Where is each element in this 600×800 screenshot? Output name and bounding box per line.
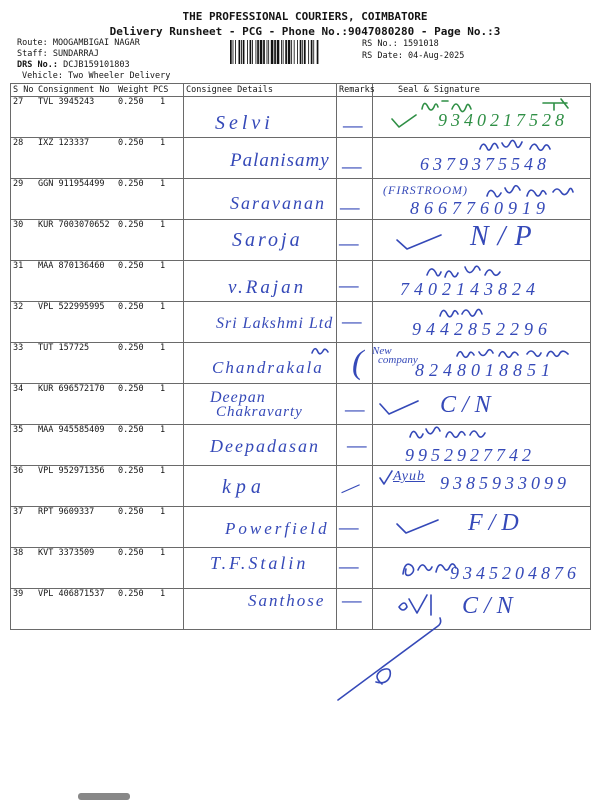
receiver-phone: 9442852296 xyxy=(412,319,552,339)
tamil-signature-scribble xyxy=(408,425,488,441)
pieces: 1 xyxy=(160,343,166,353)
row-number: 38 xyxy=(13,548,24,558)
consignment-number: TVL 3945243 xyxy=(38,97,95,107)
route: Route: MOOGAMBIGAI NAGAR xyxy=(17,38,140,48)
remarks-mark: — xyxy=(345,396,365,421)
row-number: 28 xyxy=(13,138,24,148)
remarks-mark: — xyxy=(339,272,359,297)
barcode-bar xyxy=(300,40,302,64)
weight: 0.250 xyxy=(118,343,144,353)
barcode-bar xyxy=(302,40,303,64)
weight: 0.250 xyxy=(118,97,144,107)
consignment-number: KUR 696572170 xyxy=(38,384,105,394)
remarks-mark: — xyxy=(340,194,360,219)
barcode-bar xyxy=(233,40,234,64)
consignee-name: Saravanan xyxy=(230,193,326,213)
table-row xyxy=(0,97,600,138)
consignment-number: RPT 9609337 xyxy=(38,507,95,517)
consignment-number: VPL 406871537 xyxy=(38,589,105,599)
row-number: 31 xyxy=(13,261,24,271)
barcode-bar xyxy=(281,40,282,64)
row-number: 30 xyxy=(13,220,24,230)
delivery-status: N/P xyxy=(470,221,541,252)
pieces: 1 xyxy=(160,179,166,189)
drs-value: DCJB159101803 xyxy=(63,60,130,70)
weight: 0.250 xyxy=(118,507,144,517)
company-name: THE PROFESSIONAL COURIERS, COIMBATORE xyxy=(182,10,428,23)
weight: 0.250 xyxy=(118,589,144,599)
remarks-mark: — xyxy=(342,308,362,333)
receiver-phone: 9345204876 xyxy=(450,563,580,583)
col-signature: Seal & Signature xyxy=(398,85,480,95)
check-mark-icon xyxy=(395,517,440,535)
remarks-mark: — xyxy=(339,553,359,578)
table-row xyxy=(0,220,600,261)
barcode-bar xyxy=(271,40,274,64)
barcode xyxy=(230,40,352,64)
delivery-note-line1: New xyxy=(372,345,392,357)
barcode-bar xyxy=(313,40,314,64)
receiver-phone: 9952927742 xyxy=(405,445,535,465)
remarks-mark: — xyxy=(342,153,362,178)
barcode-bar xyxy=(241,40,242,64)
barcode-bar xyxy=(285,40,287,64)
weight: 0.250 xyxy=(118,261,144,271)
drs-number xyxy=(17,60,130,70)
weight: 0.250 xyxy=(118,220,144,230)
col-consignment: Consignment No xyxy=(38,85,110,95)
remarks-mark: — xyxy=(347,432,367,457)
pieces: 1 xyxy=(160,97,166,107)
consignee-name: Selvi xyxy=(215,112,274,134)
check-mark-icon xyxy=(378,470,394,486)
barcode-bar xyxy=(297,40,298,64)
consignee-name: T.F.Stalin xyxy=(210,553,309,573)
pieces: 1 xyxy=(160,261,166,271)
barcode-bar xyxy=(250,40,252,64)
barcode-bar xyxy=(317,40,319,64)
row-number: 29 xyxy=(13,179,24,189)
weight: 0.250 xyxy=(118,302,144,312)
pieces: 1 xyxy=(160,220,166,230)
table-row xyxy=(0,507,600,548)
delivery-status: C/N xyxy=(440,392,497,418)
consignee-name: v.Rajan xyxy=(228,277,307,298)
barcode-bar xyxy=(304,40,306,64)
barcode-bar xyxy=(252,40,253,64)
scan-artifact xyxy=(78,793,130,800)
consignee-name: Powerfield xyxy=(225,519,330,538)
remarks-mark: — xyxy=(343,112,363,137)
receiver-phone: 9340217528 xyxy=(438,110,568,130)
barcode-bar xyxy=(256,40,257,64)
drs-label: DRS No.: xyxy=(17,60,58,70)
weight: 0.250 xyxy=(118,179,144,189)
consignee-name: Santhose xyxy=(248,591,326,610)
barcode-bar xyxy=(277,40,280,64)
table-row xyxy=(0,179,600,220)
row-number: 34 xyxy=(13,384,24,394)
col-sno: S No xyxy=(13,85,34,95)
pieces: 1 xyxy=(160,466,166,476)
consignment-number: GGN 911954499 xyxy=(38,179,105,189)
table-row xyxy=(0,589,600,630)
delivery-status: C/N xyxy=(462,593,519,619)
row-number: 35 xyxy=(13,425,24,435)
barcode-bar xyxy=(239,40,241,64)
weight: 0.250 xyxy=(118,425,144,435)
barcode-bar xyxy=(274,40,276,64)
signature-flourish xyxy=(540,97,572,111)
check-mark-icon xyxy=(378,398,420,416)
weight: 0.250 xyxy=(118,384,144,394)
tamil-signature-scribble xyxy=(455,346,577,360)
rs-date: RS Date: 04-Aug-2025 xyxy=(362,51,465,61)
pieces: 1 xyxy=(160,548,166,558)
col-pcs: PCS xyxy=(153,85,169,95)
barcode-bar xyxy=(260,40,263,64)
pieces: 1 xyxy=(160,384,166,394)
check-mark-icon xyxy=(390,113,418,129)
consignee-name: Palanisamy xyxy=(230,150,330,171)
consignment-number: KVT 3373509 xyxy=(38,548,95,558)
col-consignee: Consignee Details xyxy=(186,85,273,95)
rs-number: RS No.: 1591018 xyxy=(362,39,439,49)
remarks-mark: — xyxy=(342,587,362,612)
tamil-signature-scribble xyxy=(310,344,332,356)
delivery-note-line2: company xyxy=(378,354,418,366)
consignee-name: Deepadasan xyxy=(210,436,320,456)
table-row xyxy=(0,384,600,425)
table-row xyxy=(0,343,600,384)
barcode-bar xyxy=(308,40,309,64)
barcode-bar xyxy=(294,40,295,64)
receiver-name: Ayub xyxy=(393,469,425,484)
barcode-bar xyxy=(291,40,292,64)
consignee-name: Saroja xyxy=(232,229,303,251)
pieces: 1 xyxy=(160,589,166,599)
receiver-phone: 9385933099 xyxy=(440,473,570,493)
pieces: 1 xyxy=(160,302,166,312)
receiver-phone: 6379375548 xyxy=(420,154,550,174)
barcode-bar xyxy=(257,40,259,64)
staff: Staff: SUNDARRAJ xyxy=(17,49,99,59)
row-number: 39 xyxy=(13,589,24,599)
row-number: 33 xyxy=(13,343,24,353)
consignment-number: VPL 522995995 xyxy=(38,302,105,312)
closing-strike-mark xyxy=(330,612,445,708)
barcode-bar xyxy=(263,40,265,64)
remarks-mark: — xyxy=(339,230,359,255)
barcode-bar xyxy=(267,40,268,64)
row-number: 37 xyxy=(13,507,24,517)
table-row xyxy=(0,466,600,507)
barcode-bar xyxy=(288,40,291,64)
vehicle: Vehicle: Two Wheeler Delivery xyxy=(22,71,171,81)
weight: 0.250 xyxy=(118,548,144,558)
tamil-signature-scribble xyxy=(478,139,558,153)
consignee-name: Chandrakala xyxy=(212,358,324,377)
consignee-name-line2: Chakravarty xyxy=(216,404,303,420)
consignee-name: Deepan xyxy=(210,389,266,406)
barcode-bar xyxy=(311,40,313,64)
check-mark-icon xyxy=(395,233,443,251)
receiver-phone: 7402143824 xyxy=(400,279,540,299)
pieces: 1 xyxy=(160,138,166,148)
barcode-bar xyxy=(268,40,269,64)
col-remarks: Remarks xyxy=(339,85,375,95)
row-number: 36 xyxy=(13,466,24,476)
runsheet-title: Delivery Runsheet - PCG - Phone No.:9047080280 - Page No.:3 xyxy=(109,25,501,38)
barcode-bar xyxy=(247,40,248,64)
barcode-bar xyxy=(230,40,232,64)
receiver-phone: 8667760919 xyxy=(410,198,550,218)
consignment-number: TUT 157725 xyxy=(38,343,90,353)
table-row xyxy=(0,138,600,179)
pieces: 1 xyxy=(160,507,166,517)
consignee-name: Sri Lakshmi Ltd xyxy=(216,315,334,332)
delivery-note: (FIRSTROOM) xyxy=(383,183,468,197)
barcode-bar xyxy=(243,40,245,64)
consignment-number: MAA 945585409 xyxy=(38,425,105,435)
tamil-signature-scribble xyxy=(438,304,488,320)
consignment-number: MAA 870136460 xyxy=(38,261,105,271)
table-row xyxy=(0,548,600,589)
consignment-number: KUR 7003070652 xyxy=(38,220,110,230)
weight: 0.250 xyxy=(118,466,144,476)
delivery-status: F/D xyxy=(468,510,525,536)
table-top-border xyxy=(10,83,590,84)
remarks-mark: ( xyxy=(352,344,364,381)
receiver-phone: 8248018851 xyxy=(415,360,555,380)
remarks-mark: — xyxy=(339,514,359,539)
weight: 0.250 xyxy=(118,138,144,148)
remarks-mark: — xyxy=(335,471,364,502)
col-weight: Weight xyxy=(118,85,149,95)
table-row xyxy=(0,425,600,466)
consignment-number: VPL 952971356 xyxy=(38,466,105,476)
consignee-name: kpa xyxy=(222,476,266,498)
pieces: 1 xyxy=(160,425,166,435)
barcode-bar xyxy=(283,40,284,64)
table-row xyxy=(0,302,600,343)
barcode-bar xyxy=(235,40,236,64)
table-row xyxy=(0,261,600,302)
row-number: 32 xyxy=(13,302,24,312)
consignment-number: IXZ 123337 xyxy=(38,138,90,148)
row-number: 27 xyxy=(13,97,24,107)
